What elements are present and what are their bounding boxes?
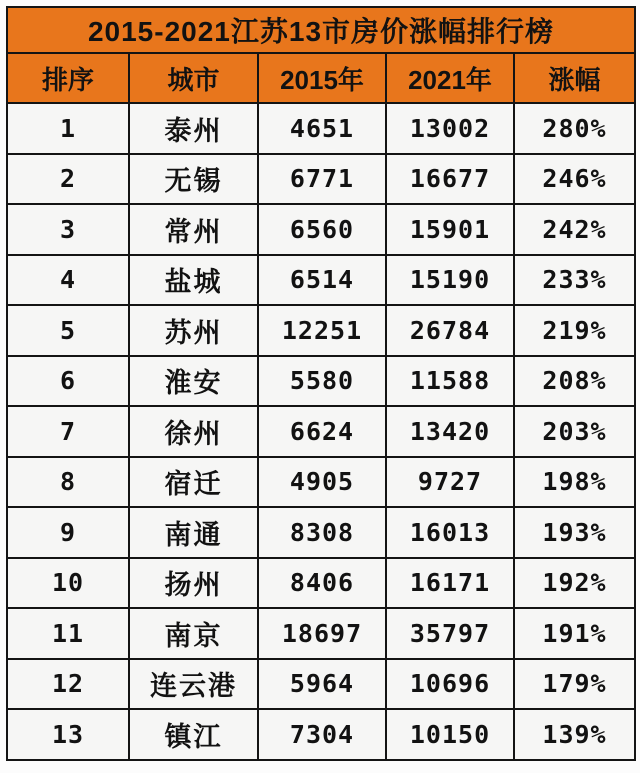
table-row	[7, 558, 635, 609]
table-row	[7, 356, 635, 407]
price-2021-cell: 13420	[386, 406, 514, 457]
increase-cell: 242%	[514, 204, 635, 255]
price-2015-cell: 6771	[258, 154, 386, 205]
increase-cell: 139%	[514, 709, 635, 760]
price-2021-cell: 16171	[386, 558, 514, 609]
price-2021-cell: 13002	[386, 103, 514, 154]
price-2021-cell: 9727	[386, 457, 514, 508]
city-cell: 苏州	[129, 305, 258, 356]
table-title: 2015-2021江苏13市房价涨幅排行榜	[7, 7, 635, 53]
price-2021-cell: 10150	[386, 709, 514, 760]
price-rank-table	[6, 6, 636, 761]
city-cell: 扬州	[129, 558, 258, 609]
increase-cell: 179%	[514, 659, 635, 710]
rank-cell: 9	[7, 507, 129, 558]
table-row	[7, 305, 635, 356]
rank-cell: 5	[7, 305, 129, 356]
table-row	[7, 608, 635, 659]
city-cell: 连云港	[129, 659, 258, 710]
rank-cell: 7	[7, 406, 129, 457]
table-row	[7, 406, 635, 457]
price-2015-cell: 4905	[258, 457, 386, 508]
table-row	[7, 507, 635, 558]
city-cell: 宿迁	[129, 457, 258, 508]
rank-cell: 1	[7, 103, 129, 154]
rank-cell: 3	[7, 204, 129, 255]
increase-cell: 246%	[514, 154, 635, 205]
increase-cell: 280%	[514, 103, 635, 154]
increase-cell: 233%	[514, 255, 635, 306]
table-row	[7, 204, 635, 255]
increase-cell: 191%	[514, 608, 635, 659]
city-cell: 淮安	[129, 356, 258, 407]
price-2021-cell: 15190	[386, 255, 514, 306]
price-2015-cell: 6514	[258, 255, 386, 306]
price-2021-cell: 11588	[386, 356, 514, 407]
city-cell: 常州	[129, 204, 258, 255]
price-2021-cell: 15901	[386, 204, 514, 255]
city-cell: 无锡	[129, 154, 258, 205]
increase-cell: 203%	[514, 406, 635, 457]
increase-cell: 193%	[514, 507, 635, 558]
price-2015-cell: 18697	[258, 608, 386, 659]
rank-cell: 6	[7, 356, 129, 407]
rank-cell: 13	[7, 709, 129, 760]
city-cell: 南京	[129, 608, 258, 659]
col-header-2021: 2021年	[386, 53, 514, 103]
table-row	[7, 255, 635, 306]
price-2021-cell: 26784	[386, 305, 514, 356]
table-row	[7, 103, 635, 154]
rank-cell: 10	[7, 558, 129, 609]
price-2015-cell: 4651	[258, 103, 386, 154]
price-2015-cell: 6624	[258, 406, 386, 457]
rank-cell: 11	[7, 608, 129, 659]
rank-cell: 2	[7, 154, 129, 205]
col-header-rank: 排序	[7, 53, 129, 103]
city-cell: 徐州	[129, 406, 258, 457]
price-2015-cell: 8406	[258, 558, 386, 609]
price-2015-cell: 7304	[258, 709, 386, 760]
increase-cell: 192%	[514, 558, 635, 609]
price-2015-cell: 12251	[258, 305, 386, 356]
city-cell: 南通	[129, 507, 258, 558]
price-2015-cell: 6560	[258, 204, 386, 255]
increase-cell: 208%	[514, 356, 635, 407]
table-row	[7, 154, 635, 205]
price-2015-cell: 5580	[258, 356, 386, 407]
rank-cell: 12	[7, 659, 129, 710]
city-cell: 盐城	[129, 255, 258, 306]
increase-cell: 198%	[514, 457, 635, 508]
title-row	[7, 7, 635, 53]
price-2021-cell: 16013	[386, 507, 514, 558]
rank-cell: 8	[7, 457, 129, 508]
increase-cell: 219%	[514, 305, 635, 356]
col-header-increase: 涨幅	[514, 53, 635, 103]
table-row	[7, 457, 635, 508]
city-cell: 镇江	[129, 709, 258, 760]
price-2015-cell: 8308	[258, 507, 386, 558]
price-2015-cell: 5964	[258, 659, 386, 710]
price-2021-cell: 16677	[386, 154, 514, 205]
table-body	[7, 103, 635, 760]
col-header-2015: 2015年	[258, 53, 386, 103]
table-header-row	[7, 53, 635, 103]
table-row	[7, 709, 635, 760]
rank-cell: 4	[7, 255, 129, 306]
col-header-city: 城市	[129, 53, 258, 103]
price-2021-cell: 35797	[386, 608, 514, 659]
city-cell: 泰州	[129, 103, 258, 154]
table-row	[7, 659, 635, 710]
price-2021-cell: 10696	[386, 659, 514, 710]
